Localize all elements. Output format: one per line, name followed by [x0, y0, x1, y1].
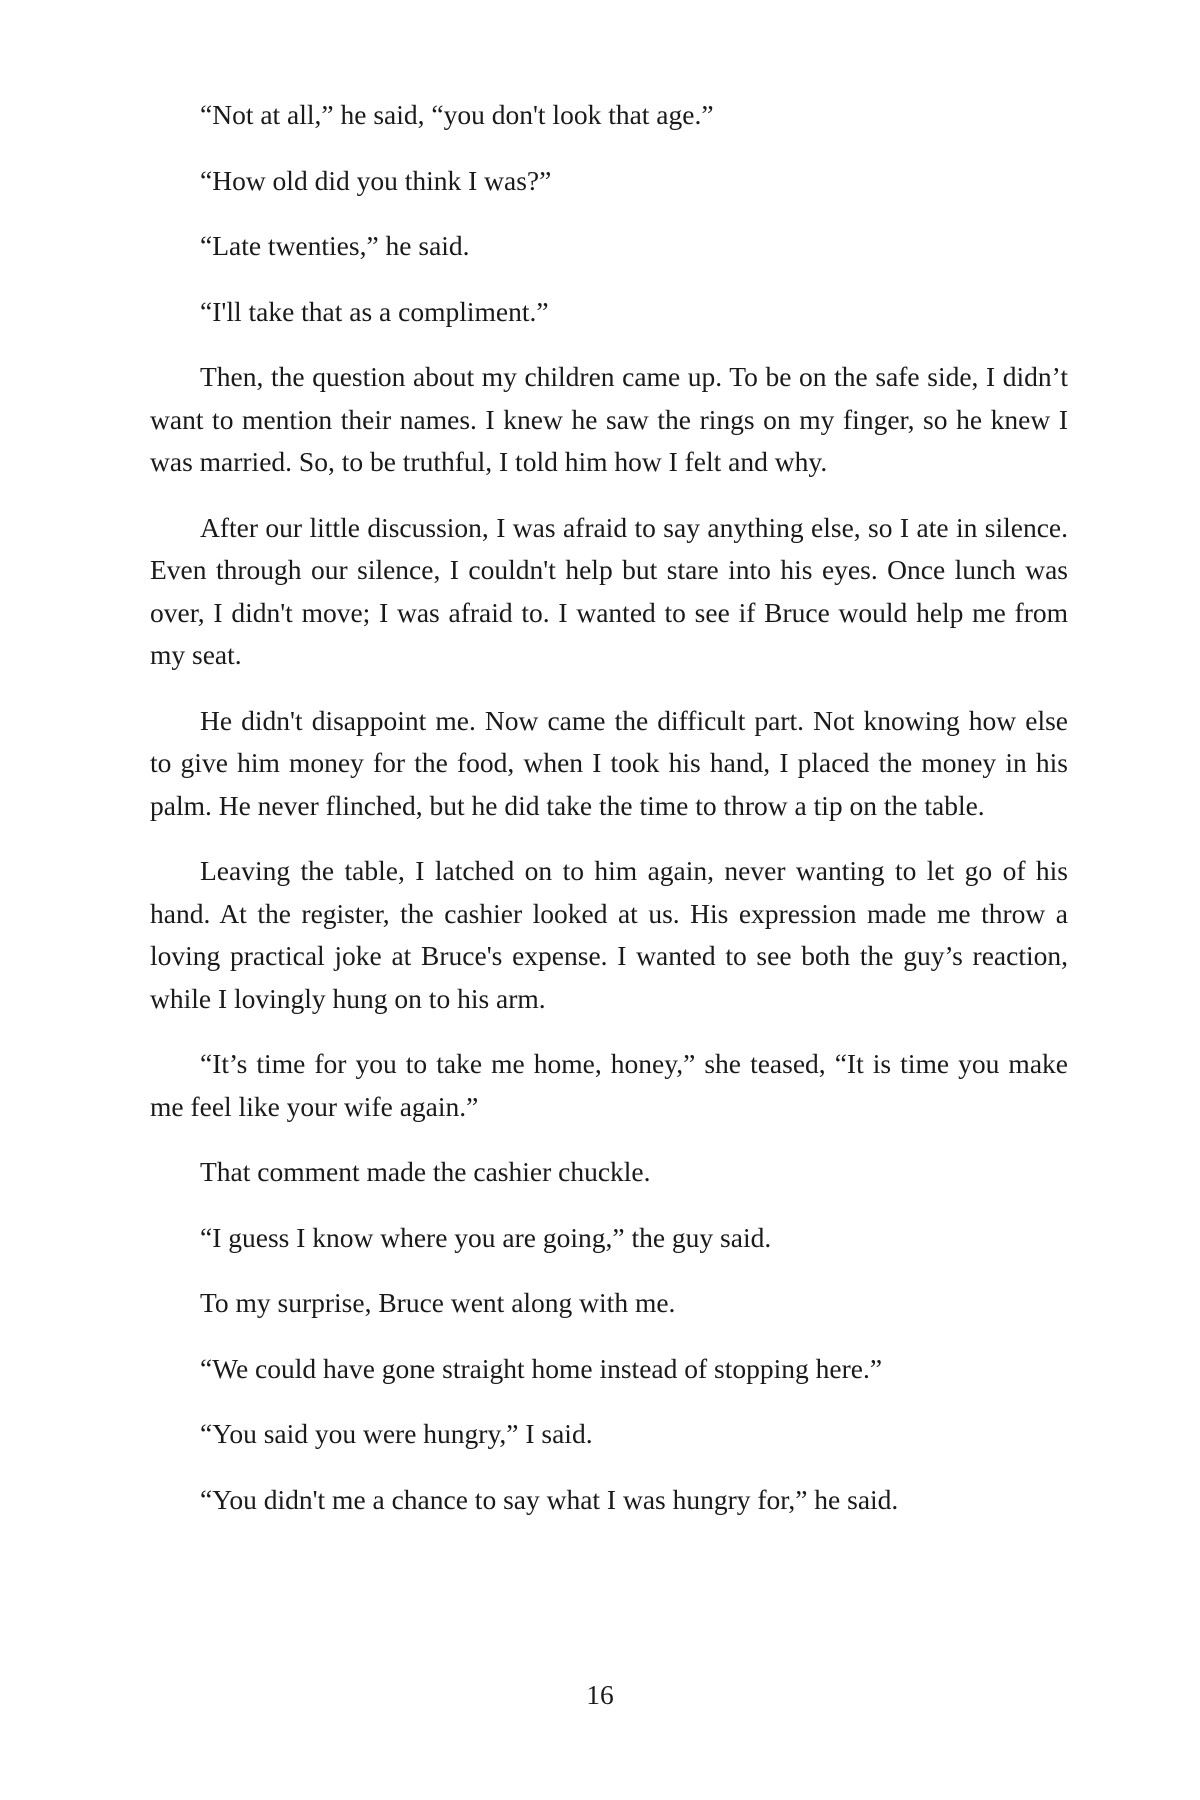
paragraph: “Not at all,” he said, “you don't look that age.”: [200, 99, 714, 130]
paragraph: “You said you were hungry,” I said.: [200, 1418, 593, 1449]
paragraph: “How old did you think I was?”: [200, 164, 552, 196]
paragraph: “I'll take that as a compliment.”: [200, 295, 549, 327]
page-number: 16: [586, 1679, 614, 1710]
paragraph: “We could have gone straight home instead of stopping here.”: [200, 1352, 883, 1384]
paragraph: That comment made the cashier chuckle.: [200, 1156, 651, 1187]
paragraph: He didn't disappoint me. Now came the difficult part. Not knowing how else to give him money for the food, when I took his hand, I placed the money in his palm. He never flinched, but he did take the time to throw a tip on the table.: [150, 704, 1068, 821]
page-body: [150, 94, 1068, 1544]
paragraph: “I guess I know where you are going,” the guy said.: [200, 1221, 772, 1253]
paragraph: “It’s time for you to take me home, honey,” she teased, “It is time you make me feel like your wife again.”: [150, 1048, 1068, 1122]
paragraph: Then, the question about my children came up. To be on the safe side, I didn’t want to mention their names. I knew he saw the rings on my finger, so he knew I was married. So, to be truthful, I told him how I felt and why.: [150, 361, 1068, 477]
paragraph: To my surprise, Bruce went along with me.: [200, 1287, 676, 1318]
paragraph: Leaving the table, I latched on to him again, never wanting to let go of his hand. At the register, the cashier looked at us. His expression made me throw a loving practical joke at Bruce's expense. I wanted to see both the guy’s reaction, while I lovingly hung on to his arm.: [150, 855, 1068, 1014]
paragraph: “Late twenties,” he said.: [200, 230, 470, 261]
paragraph: “You didn't me a chance to say what I was hungry for,” he said.: [200, 1483, 899, 1515]
paragraph: After our little discussion, I was afraid to say anything else, so I ate in silence. Even through our silence, I couldn't help but stare into his eyes. Once lunch was over, I didn't move; I was afraid to. I wanted to see if Bruce would help me from my seat.: [150, 511, 1068, 670]
